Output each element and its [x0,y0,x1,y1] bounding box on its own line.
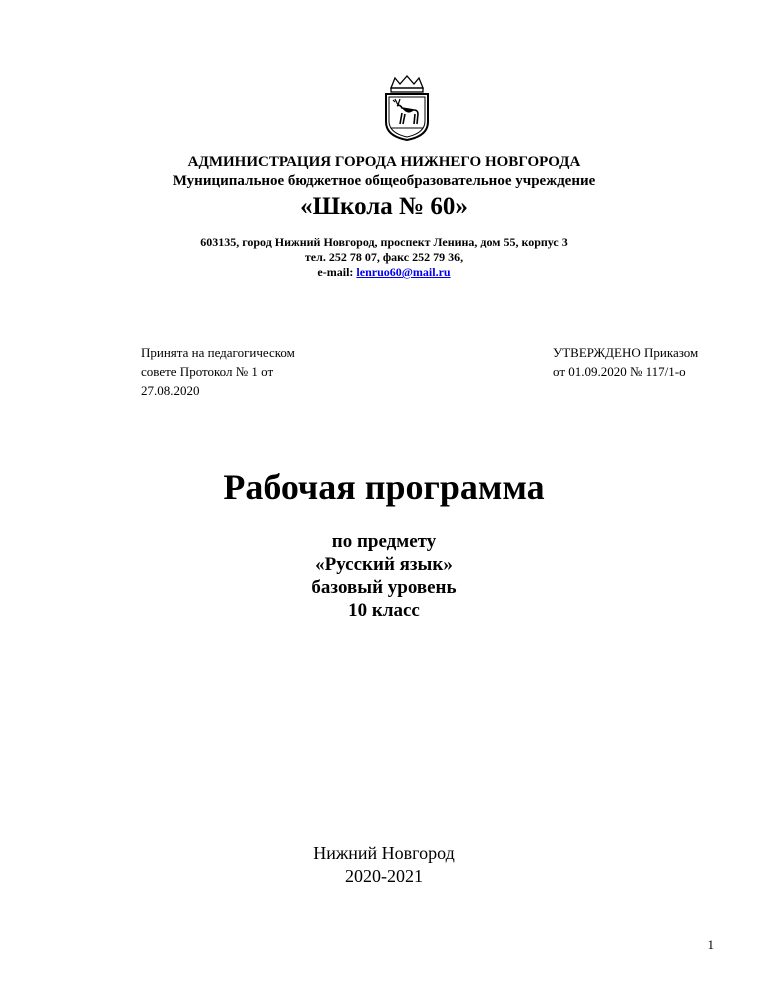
approval-left-line-3: 27.08.2020 [141,383,200,398]
subtitle-line-2: «Русский язык» [315,554,453,575]
school-name: «Школа № 60» [300,193,468,220]
subtitle-line-3: базовый уровень [311,577,457,598]
pedagogical-council-approval [141,343,361,400]
approval-left-line-2: совете Протокол № 1 от [141,364,274,379]
page-number: 1 [707,937,714,952]
approval-left-line-1: Принята на педагогическом [141,345,295,360]
footer-years: 2020-2021 [345,866,423,886]
email-link[interactable]: lenruo60@mail.ru [356,265,451,279]
document-subtitle [0,530,768,622]
order-approval [553,343,753,381]
institution-type: Муниципальное бюджетное общеобразовательное учреждение [172,173,596,189]
school-email-line [0,265,768,280]
subtitle-line-4: 10 класс [348,600,420,621]
email-label: e-mail: [317,265,357,279]
subtitle-line-1: по предмету [331,531,437,552]
coat-of-arms-icon [381,74,433,142]
school-address: 603135, город Нижний Новгород, проспект Ленина, дом 55, корпус 3 [200,235,568,249]
approval-right-line-1: УТВЕРЖДЕНО Приказом [553,345,699,360]
administration-title: АДМИНИСТРАЦИЯ ГОРОДА НИЖНЕГО НОВГОРОДА [187,154,581,170]
school-phones: тел. 252 78 07, факс 252 79 36, [304,250,464,264]
document-title: Рабочая программа [223,467,545,507]
approval-right-line-2: от 01.09.2020 № 117/1-о [553,364,686,379]
footer-city: Нижний Новгород [313,843,455,863]
